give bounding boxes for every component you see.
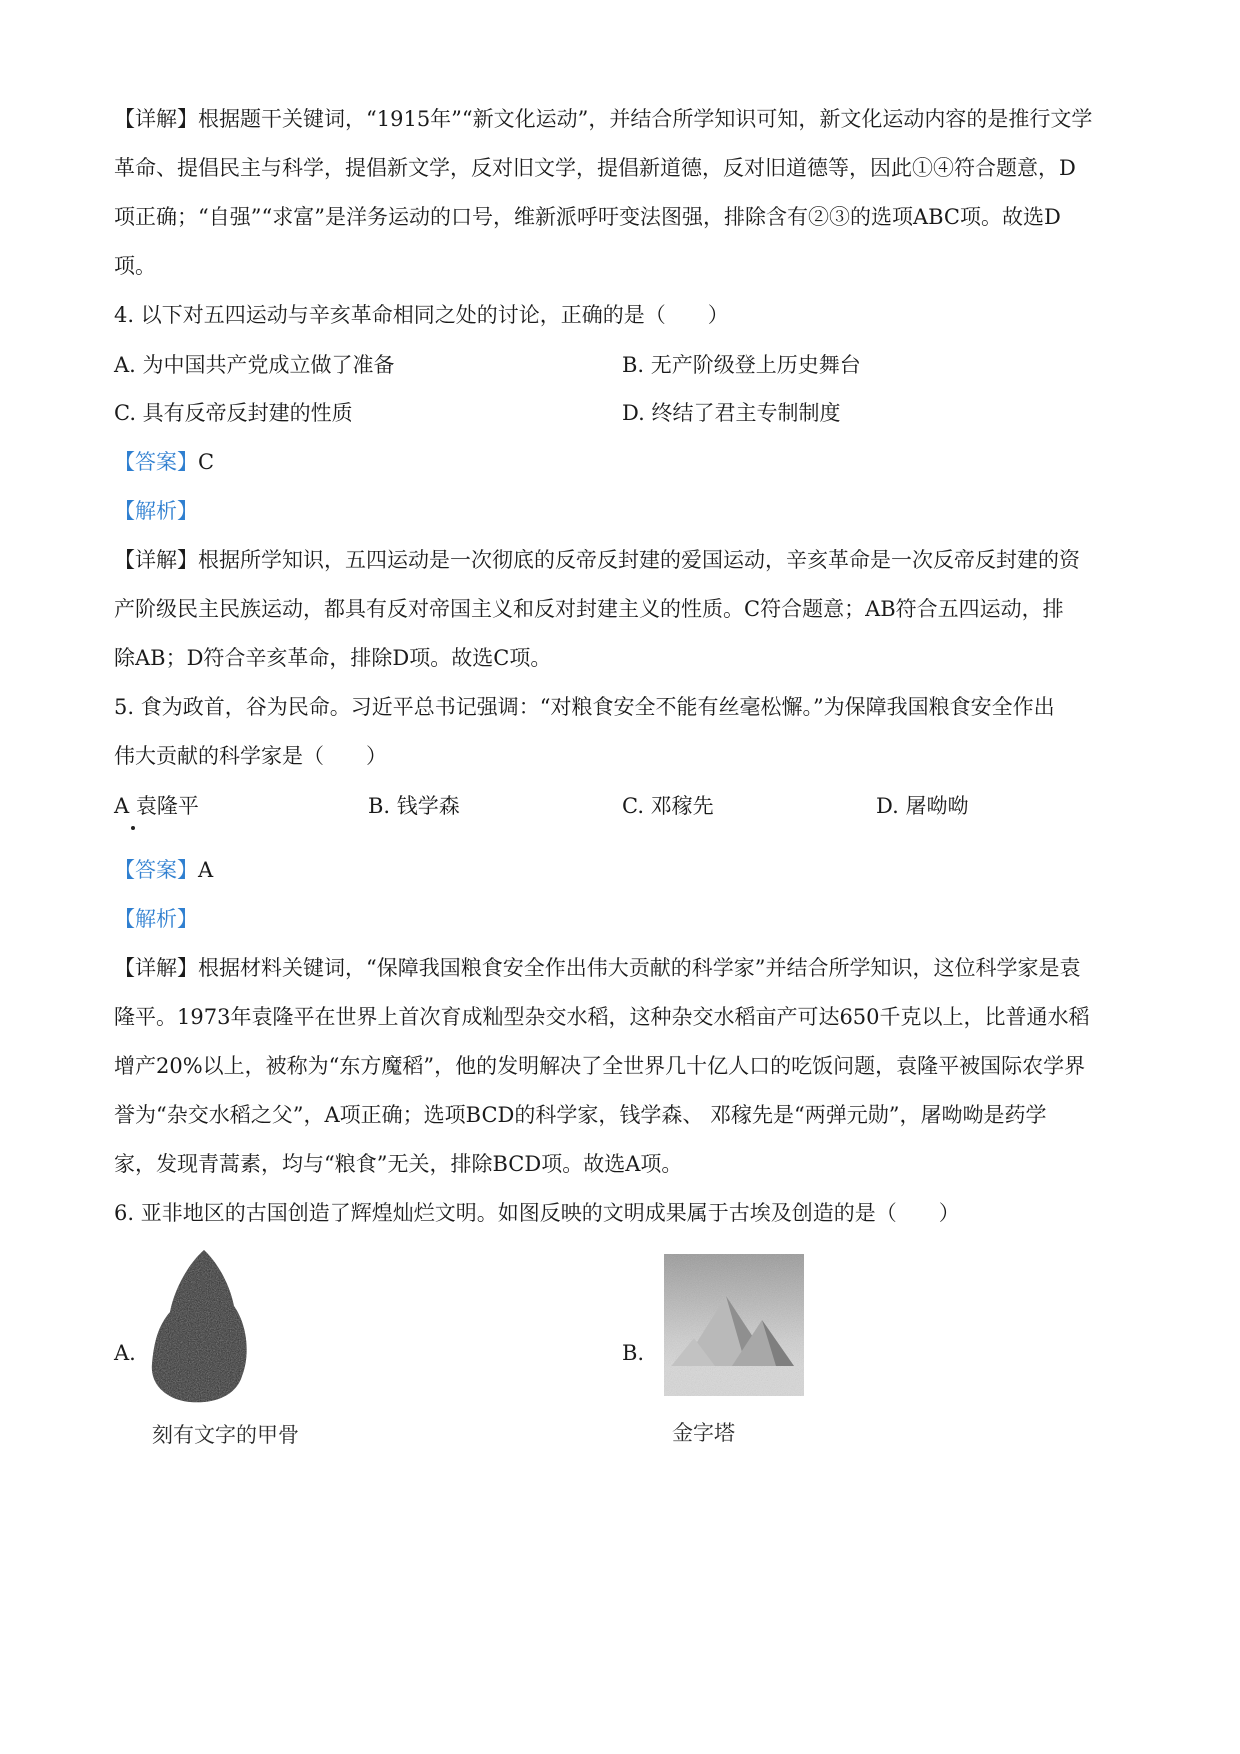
q5-detail-line-4: 誉为“杂交水稻之父”，A项正确；选项BCD的科学家，钱学森、 邓稼先是“两弹元勋”，屠呦呦是药学 — [114, 1103, 1047, 1127]
answer-tag: 【答案】 — [114, 450, 198, 474]
q3-detail-line-4: 项。 — [114, 254, 156, 278]
q6-question: 6. 亚非地区的古国创造了辉煌灿烂文明。如图反映的文明成果属于古埃及创造的是（ ） — [114, 1201, 960, 1225]
q4-option-d: D. 终结了君主专制制度 — [622, 401, 841, 425]
q5-analysis-tag: 【解析】 — [114, 907, 198, 931]
q3-detail-line-1: 【详解】根据题干关键词，“1915年”“新文化运动”，并结合所学知识可知，新文化运动内容的是推行文学 — [114, 107, 1093, 131]
detail-tag: 【详解】 — [114, 548, 198, 572]
q5-detail-line-3: 增产20%以上，被称为“东方魔稻”，他的发明解决了全世界几十亿人口的吃饭问题，袁隆平被国际农学界 — [114, 1054, 1086, 1078]
q5-option-b: B. 钱学森 — [368, 794, 460, 818]
q5-option-d: D. 屠呦呦 — [876, 794, 969, 818]
answer-value: A — [198, 858, 214, 882]
q5-question-line-1: 5. 食为政首，谷为民命。习近平总书记强调：“对粮食安全不能有丝毫松懈。”为保障我国粮食安全作出 — [114, 695, 1055, 719]
q6-option-b-caption: 金字塔 — [672, 1421, 735, 1445]
answer-value: C — [198, 450, 215, 474]
q3-detail-line-2: 革命、提倡民主与科学，提倡新文学，反对旧文学，提倡新道德，反对旧道德等，因此①④符合题意，D — [114, 156, 1076, 180]
q5-detail-line-2: 隆平。1973年袁隆平在世界上首次育成籼型杂交水稻，这种杂交水稻亩产可达650千克以上，比普通水稻 — [114, 1005, 1090, 1029]
q4-detail-line-1: 【详解】根据所学知识，五四运动是一次彻底的反帝反封建的爱国运动，辛亥革命是一次反帝反封建的资 — [114, 548, 1080, 572]
q5-detail-line-5: 家，发现青蒿素，均与“粮食”无关，排除BCD项。故选A项。 — [114, 1152, 683, 1176]
q5-option-a: A 袁隆平 — [114, 794, 199, 818]
detail-tag: 【详解】 — [114, 956, 198, 980]
q5-question-line-2: 伟大贡献的科学家是（ ） — [114, 744, 387, 768]
pyramid-image — [664, 1254, 804, 1396]
q4-detail-line-3: 除AB；D符合辛亥革命，排除D项。故选C项。 — [114, 646, 552, 670]
q6-option-b-label: B. — [622, 1341, 645, 1365]
q4-detail-line-2: 产阶级民主民族运动，都具有反对帝国主义和反对封建主义的性质。C符合题意；AB符合五四运动，排 — [114, 597, 1064, 621]
q6-option-a-caption: 刻有文字的甲骨 — [152, 1423, 299, 1447]
q4-option-a: A. 为中国共产党成立做了准备 — [114, 353, 395, 377]
answer-tag: 【答案】 — [114, 858, 198, 882]
q6-option-a-label: A. — [114, 1341, 136, 1365]
q5-option-c: C. 邓稼先 — [622, 794, 714, 818]
q5-detail-line-1: 【详解】根据材料关键词，“保障我国粮食安全作出伟大贡献的科学家”并结合所学知识，这位科学家是袁 — [114, 956, 1081, 980]
option-dot-mark — [131, 826, 135, 830]
q4-option-c: C. 具有反帝反封建的性质 — [114, 401, 353, 425]
q4-answer — [114, 447, 1134, 477]
q4-question: 4. 以下对五四运动与辛亥革命相同之处的讨论，正确的是（ ） — [114, 303, 729, 327]
q4-analysis-tag: 【解析】 — [114, 499, 198, 523]
detail-tag: 【详解】 — [114, 107, 198, 131]
q4-option-b: B. 无产阶级登上历史舞台 — [622, 353, 861, 377]
oracle-bone-image — [144, 1246, 252, 1406]
q5-answer — [114, 855, 1134, 885]
q3-detail-line-3: 项正确；“自强”“求富”是洋务运动的口号，维新派呼吁变法图强，排除含有②③的选项ABC项。故选D — [114, 205, 1061, 229]
